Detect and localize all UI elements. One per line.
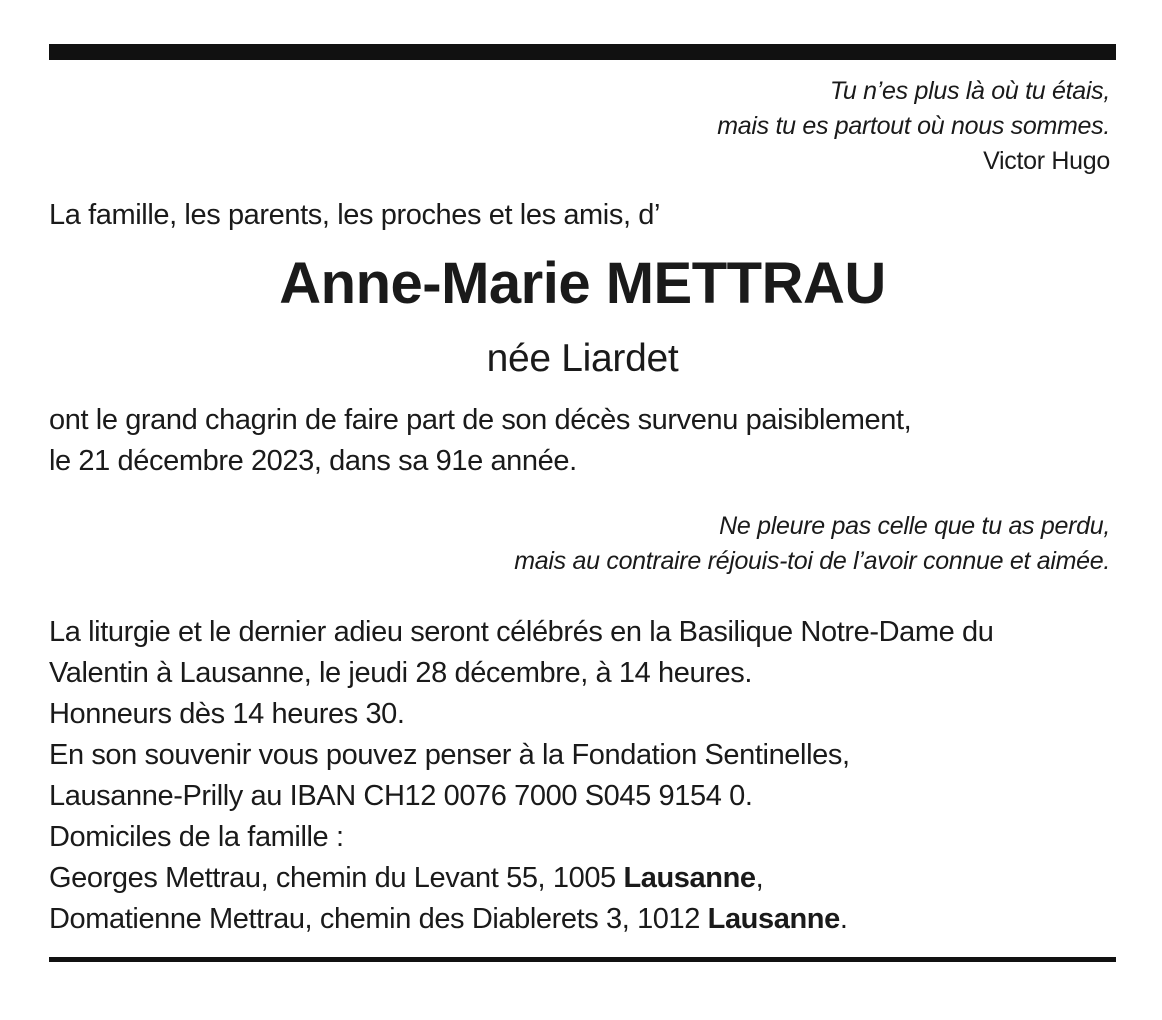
deceased-name: Anne-Marie METTRAU <box>279 251 886 316</box>
quote-author: Victor Hugo <box>983 147 1110 175</box>
details-line: La liturgie et le dernier adieu seront célébrés en la Basilique Notre-Dame du <box>49 616 994 648</box>
quote-line: Tu n’es plus là où tu étais, <box>829 77 1110 105</box>
address-punct: , <box>755 862 764 894</box>
ceremony-details <box>49 612 993 940</box>
address-city: Lausanne <box>623 862 756 894</box>
details-line: Domiciles de la famille : <box>49 821 344 853</box>
family-address <box>49 899 993 940</box>
epigraph-quote <box>717 74 1110 179</box>
address-text: Domatienne Mettrau, chemin des Diablerets 3, 1012 <box>49 903 708 935</box>
second-quote <box>514 509 1110 579</box>
obituary-notice <box>49 44 1116 964</box>
announcement-text <box>49 400 911 482</box>
address-text: Georges Mettrau, chemin du Levant 55, 1005 <box>49 862 624 894</box>
family-address <box>49 858 993 899</box>
details-line: Honneurs dès 14 heures 30. <box>49 698 405 730</box>
top-rule <box>49 44 1116 60</box>
intro-text: La famille, les parents, les proches et les amis, d’ <box>49 199 661 231</box>
details-line: Lausanne-Prilly au IBAN CH12 0076 7000 S045 9154 0. <box>49 780 753 812</box>
quote-line: mais au contraire réjouis-toi de l’avoir connue et aimée. <box>514 547 1110 575</box>
announcement-line: ont le grand chagrin de faire part de son décès survenu paisiblement, <box>49 404 912 436</box>
maiden-name: née Liardet <box>486 337 679 380</box>
address-punct: . <box>839 903 848 935</box>
quote-line: mais tu es partout où nous sommes. <box>717 112 1110 140</box>
quote-line: Ne pleure pas celle que tu as perdu, <box>719 512 1110 540</box>
details-line: Valentin à Lausanne, le jeudi 28 décembre, à 14 heures. <box>49 657 752 689</box>
announcement-line: le 21 décembre 2023, dans sa 91e année. <box>49 445 577 477</box>
details-line: En son souvenir vous pouvez penser à la Fondation Sentinelles, <box>49 739 850 771</box>
address-city: Lausanne <box>707 903 840 935</box>
bottom-rule <box>49 957 1116 962</box>
